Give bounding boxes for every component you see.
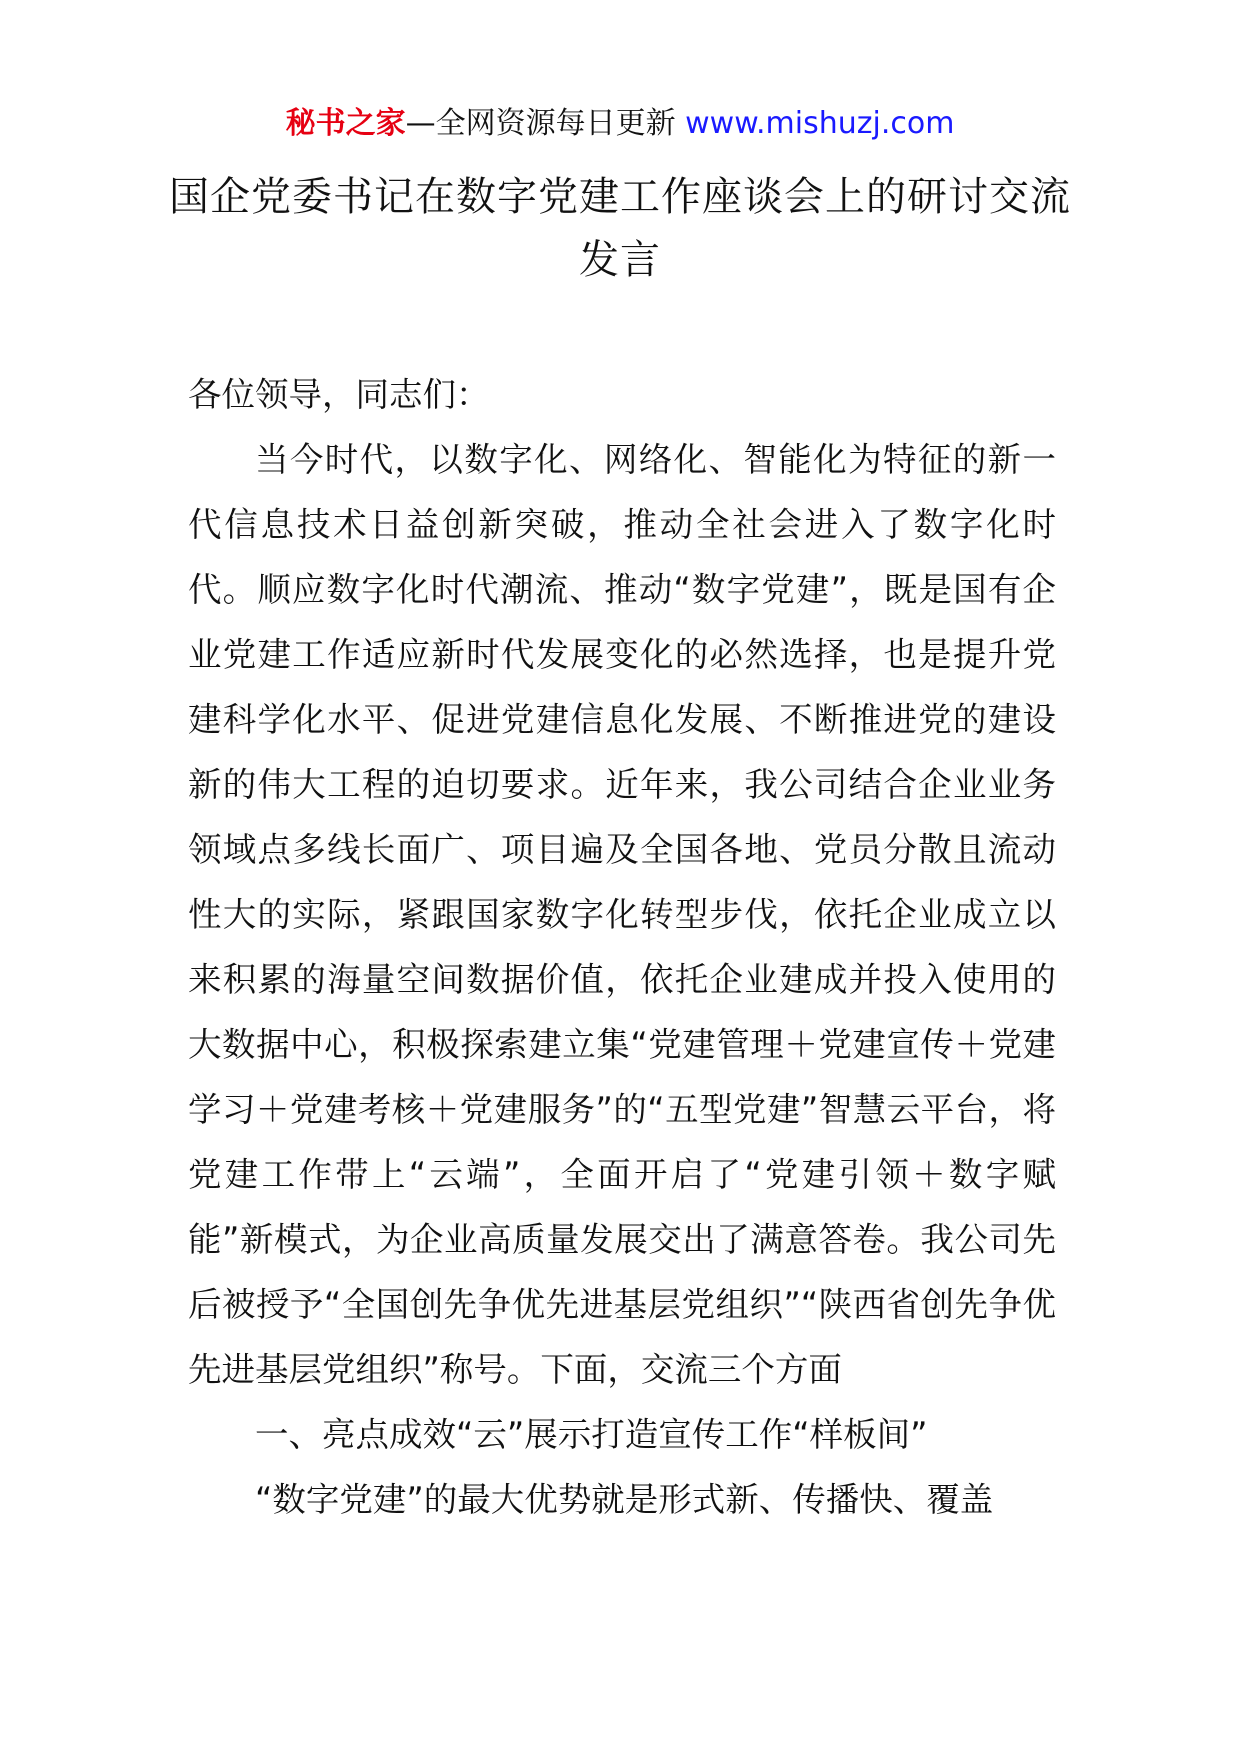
site-url-link[interactable]: www.mishuzj.com (685, 106, 955, 141)
site-brand: 秘书之家 (285, 106, 406, 141)
site-header (0, 104, 1240, 144)
document-title: 国企党委书记在数字党建工作座谈会上的研讨交流发言 (169, 174, 1071, 283)
salutation: 各位领导，同志们： (188, 375, 490, 414)
section-heading: 一、亮点成效“云”展示打造宣传工作“样板间” (255, 1415, 928, 1454)
site-tagline: —全网资源每日更新 (405, 106, 686, 141)
body-paragraph: “数字党建”的最大优势就是形式新、传播快、覆盖 (255, 1480, 994, 1519)
document-body (188, 362, 1056, 1532)
body-paragraph: 当今时代，以数字化、网络化、智能化为特征的新一代信息技术日益创新突破，推动全社会进入了数字化时代。顺应数字化时代潮流、推动“数字党建”，既是国有企业党建工作适应新时代发展变化的必然选择，也是提升党建科学化水平、促进党建信息化发展、不断推进党的建设新的伟大工程的迫切要求。近年来，我公司结合企业业务领域点多线长面广、项目遍及全国各地、党员分散且流动性大的实际，紧跟国家数字化转型步伐，依托企业成立以来积累的海量空间数据价值，依托企业建成并投入使用的大数据中心，积极探索建立集“党建管理＋党建宣传＋党建学习＋党建考核＋党建服务”的“五型党建”智慧云平台，将党建工作带上“云端”，全面开启了“党建引领＋数字赋能”新模式，为企业高质量发展交出了满意答卷。我公司先后被授予“全国创先争优先进基层党组织”“陕西省创先争优先进基层党组织”称号。下面，交流三个方面 (188, 440, 1056, 1389)
